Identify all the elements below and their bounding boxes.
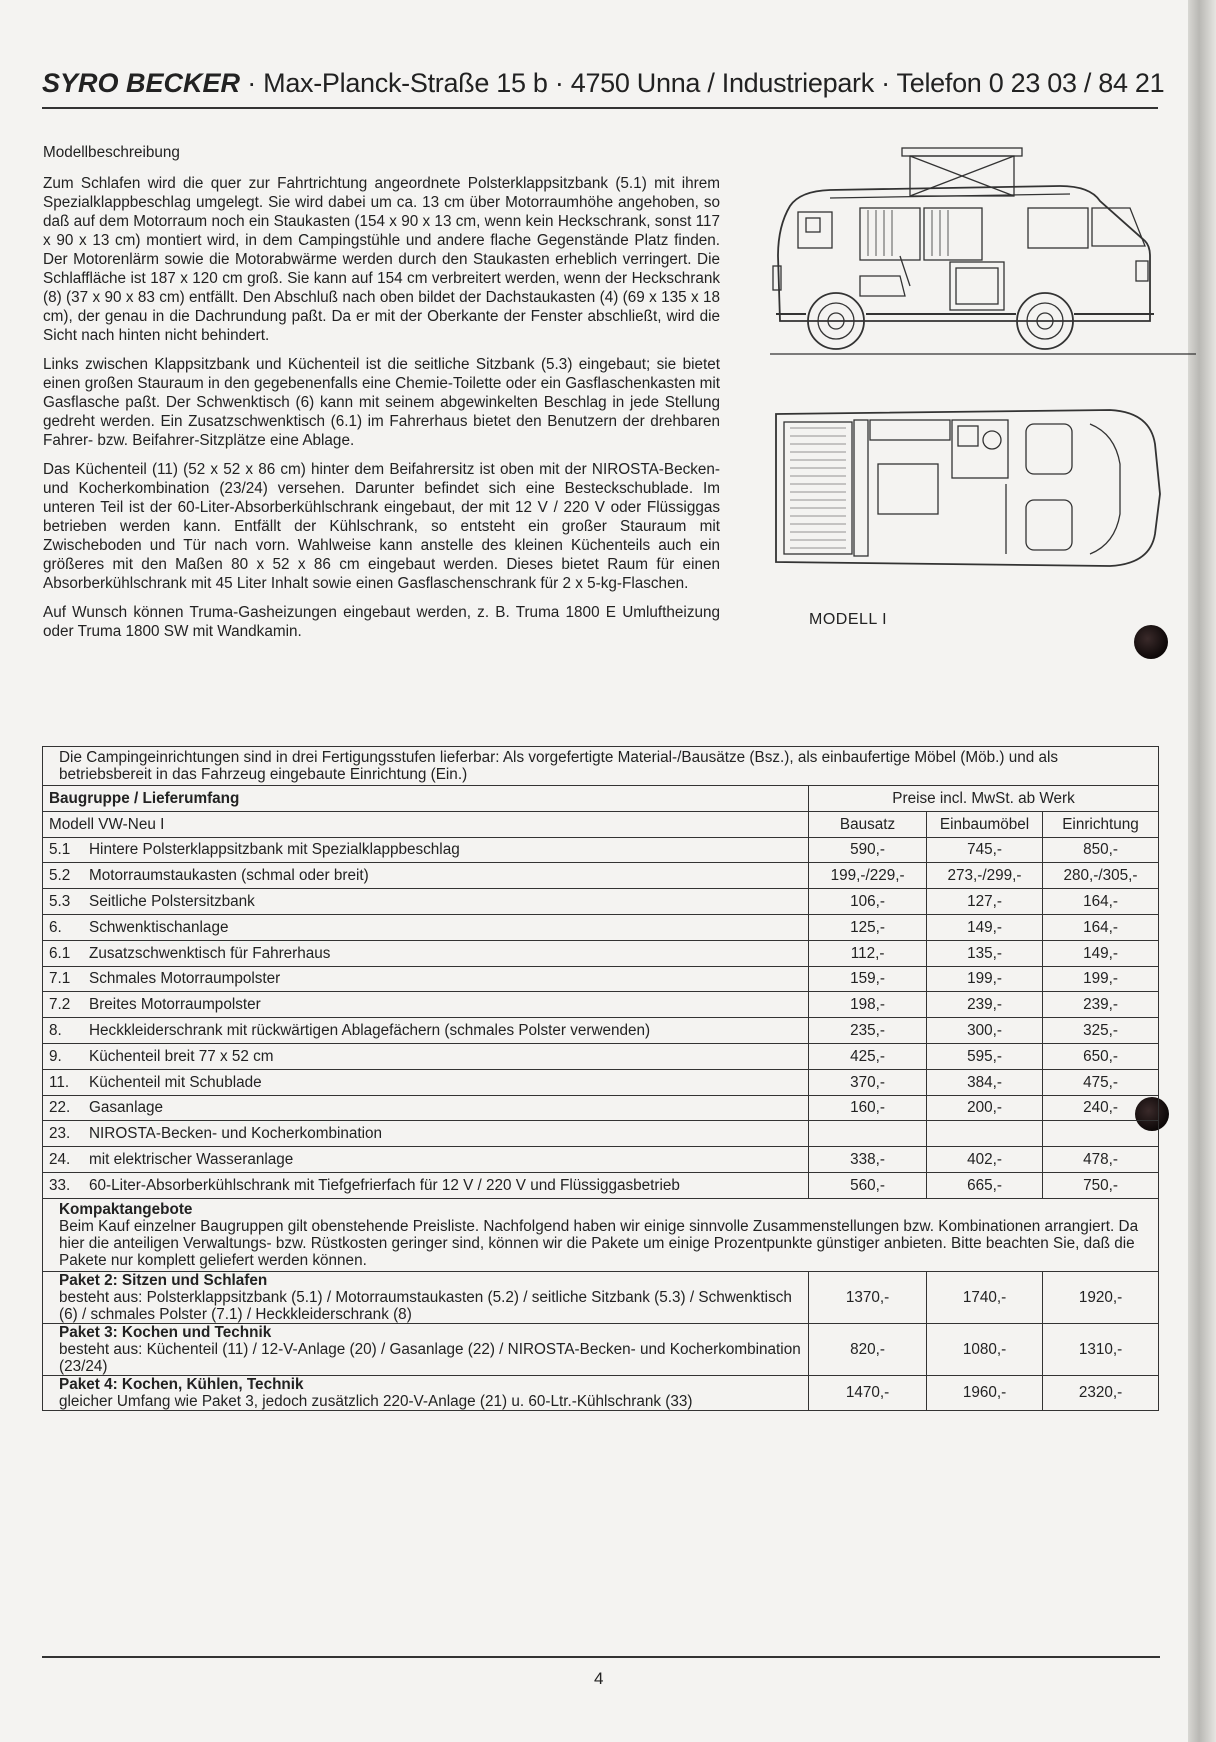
item-label: Heckkleiderschrank mit rückwärtigen Ablagefächern (schmales Polster verwenden) <box>89 1022 651 1040</box>
package-row <box>43 1375 1159 1410</box>
price-einrichtung: 280,-/305,- <box>1043 863 1159 889</box>
price-einbaumoebel: 199,- <box>927 966 1043 992</box>
package-title: Paket 2: Sitzen und Schlafen <box>59 1271 268 1289</box>
package-title: Paket 3: Kochen und Technik <box>59 1323 272 1341</box>
item-number: 6.1 <box>49 944 71 962</box>
description-heading: Modellbeschreibung <box>43 144 180 161</box>
item-label: Hintere Polsterklappsitzbank mit Spezialklappbeschlag <box>89 841 460 859</box>
package-price-einbaumoebel: 1960,- <box>927 1375 1043 1410</box>
kompakt-text: Beim Kauf einzelner Baugruppen gilt obenstehende Preisliste. Nachfolgend haben wir einige sinnvolle Zusammenstellungen bzw. Kombinationen arrangiert. Da hier die anteiligen Verwaltungs- bzw. Rüstkosten geringer sind, können wir die Pakete um einige Prozentpunkte günstiger anbieten. Bitte beachten Sie, daß die Pakete nur komplett geliefert werden können. <box>59 1217 1139 1269</box>
item-number: 5.1 <box>49 841 71 859</box>
table-row <box>43 1095 1159 1121</box>
package-row <box>43 1323 1159 1375</box>
price-bausatz: 160,- <box>809 1095 927 1121</box>
price-einrichtung: 325,- <box>1043 1018 1159 1044</box>
price-bausatz: 112,- <box>809 940 927 966</box>
description-paragraph: Zum Schlafen wird die quer zur Fahrtrichtung angeordnete Polsterklappsitzbank (5.1) mit ihrem Spezialklappbeschlag umgelegt. Sie wird dabei um ca. 13 cm über Motorraumhöhe angehoben, so daß auf dem Motorraum noch ein Staukasten (154 x 90 x 13 cm, wenn kein Heckschrank, sonst 117 x 90 x 13 cm) montiert wird, in dem Campingstühle und andere flache Gegenstände Platz finden. Der Motorenlärm sowie die Motorabwärme werden durch den Staukasten erheblich verringert. Die Schlaffläche ist 187 x 120 cm groß. Sie kann auf 154 cm verbreitert werden, wenn der Heckschrank (8) (37 x 90 x 83 cm) entfällt. Den Abschluß nach oben bildet der Dachstaukasten (4) (69 x 135 x 18 cm), der genau in die Dachrundung paßt. Da er mit der Oberkante der Fenster abschließt, wird die Sicht nach hinten nicht behindert. <box>43 175 720 344</box>
price-bausatz: 235,- <box>809 1018 927 1044</box>
package-price-einbaumoebel: 1740,- <box>927 1271 1043 1323</box>
package-price-einrichtung: 1920,- <box>1043 1271 1159 1323</box>
price-einrichtung: 149,- <box>1043 940 1159 966</box>
van-side-view-drawing <box>770 146 1196 368</box>
page-number: 4 <box>594 1669 604 1688</box>
item-label: Küchenteil breit 77 x 52 cm <box>89 1047 274 1065</box>
price-einbaumoebel: 300,- <box>927 1018 1043 1044</box>
price-bausatz <box>809 1121 927 1147</box>
column-header-bausatz: Bausatz <box>809 811 927 837</box>
item-number: 7.2 <box>49 996 71 1014</box>
price-einrichtung: 650,- <box>1043 1043 1159 1069</box>
group-header: Baugruppe / Lieferumfang <box>43 786 809 812</box>
price-einbaumoebel: 127,- <box>927 889 1043 915</box>
package-price-bausatz: 1470,- <box>809 1375 927 1410</box>
model-name: Modell VW-Neu I <box>43 811 809 837</box>
description-paragraph: Das Küchenteil (11) (52 x 52 x 86 cm) hinter dem Beifahrersitz ist oben mit der NIROSTA-Becken- und Kocherkombination (23/24) versehen. Darunter befindet sich eine Besteckschublade. Im unteren Teil ist der 60-Liter-Absorberkühlschrank eingebaut, der mit 12 V / 220 V oder Flüssiggas betrieben werden kann. Entfällt der Kühlschrank, so entsteht ein großer Stauraum mit Zwischeboden und Tür nach vorn. Wahlweise kann anstelle des kleinen Küchenteils auch ein größeres mit den Maßen 80 x 52 x 86 cm eingebaut werden. Dieses bietet Raum für einen Absorberkühlschrank mit 45 Liter Inhalt sowie einen Gasflaschenschrank für 2 x 5-kg-Flaschen. <box>43 461 720 592</box>
package-price-einrichtung: 2320,- <box>1043 1375 1159 1410</box>
price-bausatz: 560,- <box>809 1172 927 1198</box>
price-einrichtung: 750,- <box>1043 1172 1159 1198</box>
item-label: Gasanlage <box>89 1099 163 1117</box>
item-number: 8. <box>49 1022 62 1040</box>
item-label: Schmales Motorraumpolster <box>89 970 281 988</box>
item-number: 5.3 <box>49 893 71 911</box>
table-row <box>43 889 1159 915</box>
package-price-bausatz: 1370,- <box>809 1271 927 1323</box>
price-einbaumoebel: 595,- <box>927 1043 1043 1069</box>
price-einbaumoebel: 665,- <box>927 1172 1043 1198</box>
price-einbaumoebel: 239,- <box>927 992 1043 1018</box>
price-bausatz: 370,- <box>809 1069 927 1095</box>
kompakt-title: Kompaktangebote <box>59 1200 193 1218</box>
package-price-einbaumoebel: 1080,- <box>927 1323 1043 1375</box>
item-number: 22. <box>49 1099 71 1117</box>
table-header-row <box>43 786 1159 812</box>
table-row <box>43 966 1159 992</box>
table-row <box>43 1172 1159 1198</box>
table-row <box>43 914 1159 940</box>
price-einbaumoebel: 200,- <box>927 1095 1043 1121</box>
price-bausatz: 425,- <box>809 1043 927 1069</box>
table-row <box>43 992 1159 1018</box>
item-number: 9. <box>49 1047 62 1065</box>
price-einrichtung: 239,- <box>1043 992 1159 1018</box>
package-text: besteht aus: Küchenteil (11) / 12-V-Anlage (20) / Gasanlage (22) / NIROSTA-Becken- und Kocherkombination (23/24) <box>59 1340 801 1375</box>
price-table <box>42 746 1159 1411</box>
price-bausatz: 159,- <box>809 966 927 992</box>
table-row <box>43 1069 1159 1095</box>
price-einbaumoebel: 273,-/299,- <box>927 863 1043 889</box>
package-price-einrichtung: 1310,- <box>1043 1323 1159 1375</box>
kompakt-row <box>43 1198 1159 1271</box>
price-einbaumoebel: 402,- <box>927 1147 1043 1173</box>
item-number: 7.1 <box>49 970 71 988</box>
item-label: Zusatzschwenktisch für Fahrerhaus <box>89 944 331 962</box>
price-einbaumoebel: 745,- <box>927 837 1043 863</box>
price-bausatz: 338,- <box>809 1147 927 1173</box>
price-einbaumoebel: 135,- <box>927 940 1043 966</box>
table-row <box>43 863 1159 889</box>
price-einrichtung: 478,- <box>1043 1147 1159 1173</box>
letterhead <box>42 68 1165 99</box>
description-paragraph: Auf Wunsch können Truma-Gasheizungen eingebaut werden, z. B. Truma 1800 E Umluftheizung oder Truma 1800 SW mit Wandkamin. <box>43 604 720 640</box>
van-floor-plan-drawing <box>770 404 1170 574</box>
package-row <box>43 1271 1159 1323</box>
footer-rule <box>42 1656 1160 1658</box>
description-paragraph: Links zwischen Klappsitzbank und Küchenteil ist die seitliche Sitzbank (5.3) eingebaut; sie bietet einen großen Stauraum in den gegebenenfalls eine Chemie-Toilette oder ein Gasflaschenkasten mit Gasflasche paßt. Der Schwenktisch (6) kann mit seinem abgewinkelten Beschlag in jede Stellung gedreht werden. Ein Zusatzschwenktisch (6.1) im Fahrerhaus bietet den Benutzern der drehbaren Fahrer- bzw. Beifahrer-Sitzplätze eine Ablage. <box>43 356 720 449</box>
column-header-einbaumoebel: Einbaumöbel <box>927 811 1043 837</box>
price-bausatz: 590,- <box>809 837 927 863</box>
price-bausatz: 198,- <box>809 992 927 1018</box>
item-label: Breites Motorraumpolster <box>89 996 261 1014</box>
price-einbaumoebel: 149,- <box>927 914 1043 940</box>
package-title: Paket 4: Kochen, Kühlen, Technik <box>59 1375 304 1393</box>
table-intro-row <box>43 747 1159 786</box>
item-label: Küchenteil mit Schublade <box>89 1073 262 1091</box>
price-einrichtung: 164,- <box>1043 914 1159 940</box>
table-row <box>43 837 1159 863</box>
price-einrichtung: 475,- <box>1043 1069 1159 1095</box>
price-bausatz: 199,-/229,- <box>809 863 927 889</box>
price-einbaumoebel: 384,- <box>927 1069 1043 1095</box>
item-number: 11. <box>49 1073 70 1091</box>
price-einrichtung <box>1043 1121 1159 1147</box>
item-label: mit elektrischer Wasseranlage <box>89 1151 294 1169</box>
table-row <box>43 1121 1159 1147</box>
package-price-bausatz: 820,- <box>809 1323 927 1375</box>
column-header-einrichtung: Einrichtung <box>1043 811 1159 837</box>
table-row <box>43 1018 1159 1044</box>
price-einrichtung: 850,- <box>1043 837 1159 863</box>
item-label: 60-Liter-Absorberkühlschrank mit Tiefgefrierfach für 12 V / 220 V und Flüssiggasbetrieb <box>89 1176 680 1194</box>
price-einbaumoebel <box>927 1121 1043 1147</box>
item-number: 5.2 <box>49 867 71 885</box>
table-row <box>43 1147 1159 1173</box>
price-bausatz: 125,- <box>809 914 927 940</box>
company-address: · Max-Planck-Straße 15 b · 4750 Unna / Industriepark · Telefon 0 23 03 / 84 21 <box>240 68 1165 98</box>
punch-hole <box>1134 625 1168 659</box>
package-text: gleicher Umfang wie Paket 3, jedoch zusätzlich 220-V-Anlage (21) u. 60-Ltr.-Kühlschrank (33) <box>59 1392 693 1410</box>
table-row <box>43 940 1159 966</box>
item-label: Seitliche Polstersitzbank <box>89 893 255 911</box>
table-intro-text: Die Campingeinrichtungen sind in drei Fertigungsstufen lieferbar: Als vorgefertigte Material-/Bausätze (Bsz.), als einbaufertige Möbel (Möb.) und als betriebsbereit in das Fahrzeug eingebaute Einrichtung (Ein.) <box>43 747 1159 786</box>
company-name: SYRO BECKER <box>42 68 241 98</box>
price-einrichtung: 164,- <box>1043 889 1159 915</box>
package-text: besteht aus: Polsterklappsitzbank (5.1) / Motorraumstaukasten (5.2) / seitliche Sitzbank (5.3) / Schwenktisch (6) / schmales Polster (7.1) / Heckkleiderschrank (8) <box>59 1288 792 1323</box>
item-number: 24. <box>49 1151 71 1169</box>
figure-model-label: MODELL I <box>809 611 888 628</box>
item-label: Schwenktischanlage <box>89 918 229 936</box>
header-rule <box>42 107 1158 109</box>
price-einrichtung: 199,- <box>1043 966 1159 992</box>
model-description <box>43 143 720 651</box>
price-bausatz: 106,- <box>809 889 927 915</box>
price-header: Preise incl. MwSt. ab Werk <box>809 786 1159 812</box>
item-number: 23. <box>49 1125 71 1143</box>
item-label: Motorraumstaukasten (schmal oder breit) <box>89 867 369 885</box>
item-number: 33. <box>49 1176 71 1194</box>
price-einrichtung: 240,- <box>1043 1095 1159 1121</box>
item-number: 6. <box>49 918 62 936</box>
table-row <box>43 1043 1159 1069</box>
table-column-header-row <box>43 811 1159 837</box>
item-label: NIROSTA-Becken- und Kocherkombination <box>89 1125 383 1143</box>
